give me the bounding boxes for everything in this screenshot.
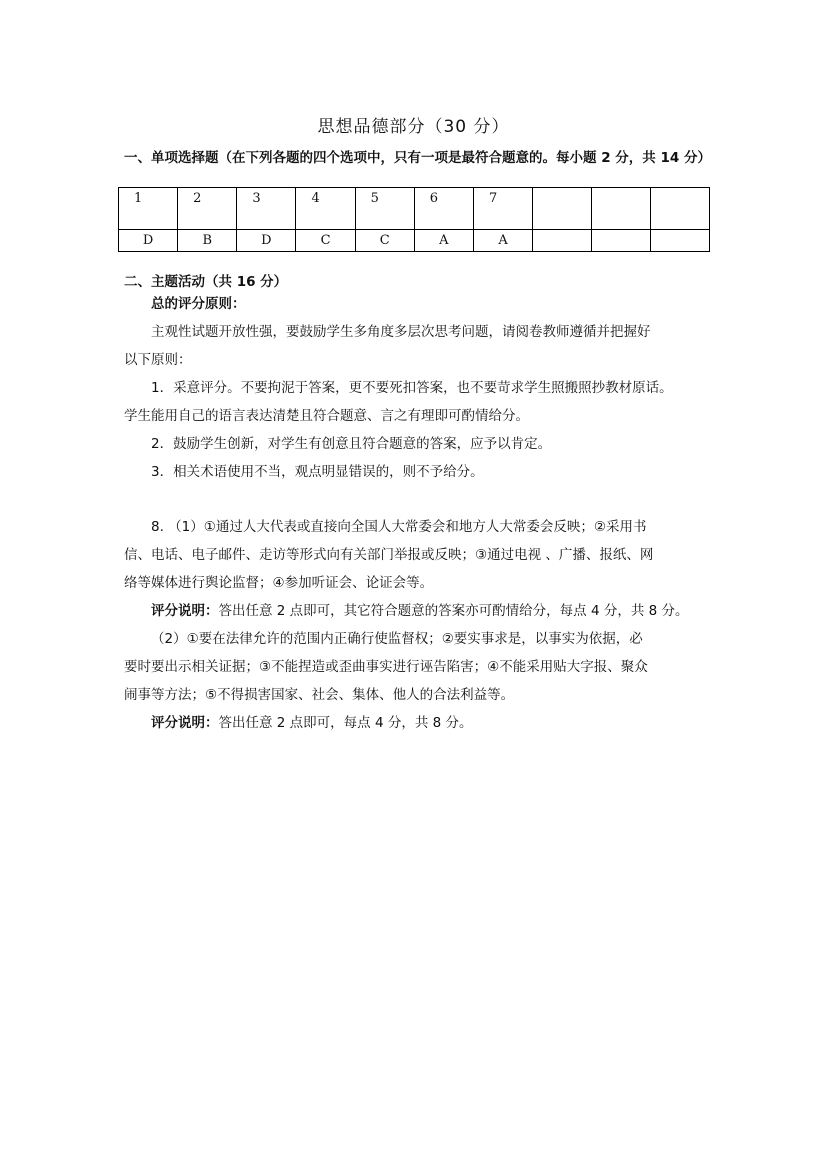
grading-principles	[124, 290, 714, 486]
q8-part1-line1: 8. （1）①通过人大代表或直接向全国人大常委会和地方人大常委会反映；②采用书	[151, 519, 647, 535]
note-label: 评分说明：	[151, 715, 219, 731]
question-8-answer	[124, 513, 714, 737]
answer-cell	[592, 230, 651, 252]
question-number-cell	[592, 188, 651, 230]
question-number-cell: 3	[237, 188, 296, 230]
rule-1-cont: 学生能用自己的语言表达清楚且符合题意、言之有理即可酌情给分。	[124, 408, 529, 424]
rule-3: 3．相关术语使用不当，观点明显错误的，则不予给分。	[151, 464, 484, 480]
question-number-cell	[651, 188, 710, 230]
answer-cell: A	[473, 230, 532, 252]
principles-intro: 主观性试题开放性强，要鼓励学生多角度多层次思考问题，请阅卷教师遵循并把握好	[151, 324, 651, 340]
question-number-cell: 4	[296, 188, 355, 230]
answer-cell: D	[119, 230, 178, 252]
question-number-cell: 7	[473, 188, 532, 230]
question-number-cell: 1	[119, 188, 178, 230]
rule-1: 1．采意评分。不要拘泥于答案，更不要死扣答案，也不要苛求学生照搬照抄教材原话。	[151, 380, 673, 396]
answer-cell: D	[237, 230, 296, 252]
rule-2: 2．鼓励学生创新，对学生有创意且符合题意的答案，应予以肯定。	[151, 436, 552, 452]
q8-part1-line2: 信、电话、电子邮件、走访等形式向有关部门举报或反映；③通过电视 、广播、报纸、网	[124, 547, 654, 563]
answer-cell	[533, 230, 592, 252]
q8-part2-line1: （2）①要在法律允许的范围内正确行使监督权；②要实事求是，以事实为依据，必	[151, 631, 643, 647]
section2-heading: 二、主题活动（共 16 分）	[124, 274, 288, 290]
question-number-cell	[533, 188, 592, 230]
principles-intro-cont: 以下原则：	[124, 352, 192, 368]
answer-cell: C	[355, 230, 414, 252]
question-number-cell: 2	[178, 188, 237, 230]
q8-note1	[124, 597, 714, 625]
page-title: 思想品德部分（30 分）	[317, 117, 510, 137]
section1-heading: 一、单项选择题（在下列各题的四个选项中，只有一项是最符合题意的。每小题 2 分，共 14 分）	[124, 150, 711, 166]
note-text: 答出任意 2 点即可，其它符合题意的答案亦可酌情给分，每点 4 分，共 8 分。	[218, 603, 689, 619]
answer-cell: A	[414, 230, 473, 252]
q8-part2-line3: 闹事等方法；⑤不得损害国家、社会、集体、他人的合法利益等。	[124, 687, 515, 703]
question-number-row	[119, 188, 710, 230]
q8-part2-line2: 要时要出示相关证据；③不能捏造或歪曲事实进行诬告陷害；④不能采用贴大字报、聚众	[124, 659, 648, 675]
principles-title: 总的评分原则：	[151, 296, 246, 312]
answer-row	[119, 230, 710, 252]
note-text: 答出任意 2 点即可，每点 4 分，共 8 分。	[218, 715, 473, 731]
note-label: 评分说明：	[151, 603, 219, 619]
answer-cell	[651, 230, 710, 252]
answer-cell: C	[296, 230, 355, 252]
answer-cell: B	[178, 230, 237, 252]
q8-part1-line3: 络等媒体进行舆论监督；④参加听证会、论证会等。	[124, 575, 434, 591]
answer-table	[118, 187, 710, 252]
question-number-cell: 5	[355, 188, 414, 230]
q8-note2	[124, 709, 714, 737]
question-number-cell: 6	[414, 188, 473, 230]
